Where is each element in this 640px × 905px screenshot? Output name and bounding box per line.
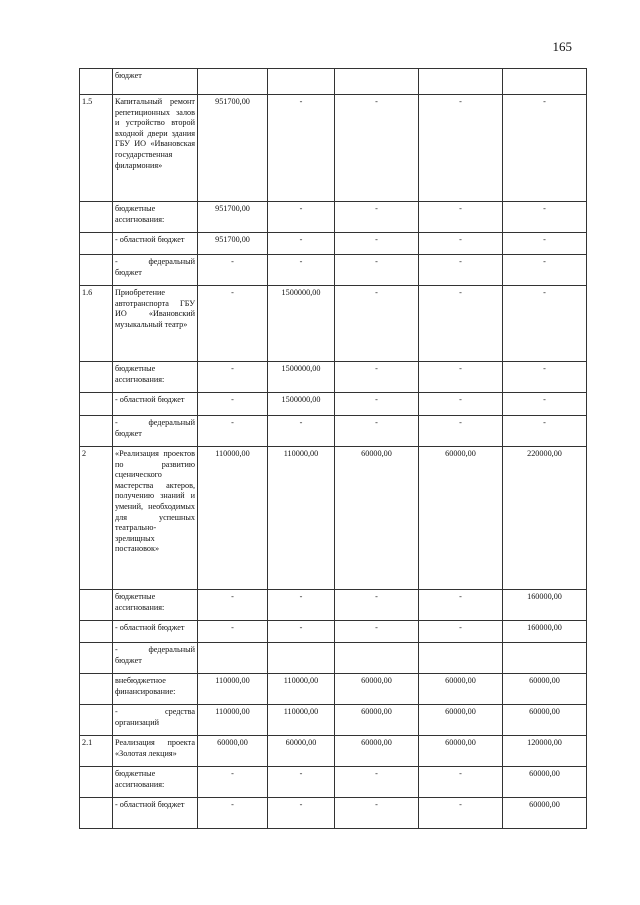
table-row: [80, 798, 587, 829]
cell-value-col-2: -: [268, 798, 335, 829]
cell-value-col-1: -: [198, 362, 268, 393]
cell-item-name: - федеральный бюджет: [113, 416, 198, 447]
cell-value-col-2: -: [268, 767, 335, 798]
cell-value-col-2: [268, 643, 335, 674]
table-row: [80, 286, 587, 362]
table-row: [80, 95, 587, 202]
cell-value-col-5: -: [503, 286, 587, 362]
cell-item-name: - областной бюджет: [113, 393, 198, 416]
table-row: [80, 705, 587, 736]
cell-value-col-1: -: [198, 416, 268, 447]
cell-value-col-2: -: [268, 416, 335, 447]
cell-row-number: [80, 393, 113, 416]
table-row: [80, 447, 587, 590]
cell-value-col-1: 951700,00: [198, 233, 268, 255]
cell-value-col-2: 110000,00: [268, 447, 335, 590]
cell-value-col-3: -: [335, 393, 419, 416]
table-row: [80, 69, 587, 95]
cell-value-col-4: 60000,00: [419, 674, 503, 705]
cell-row-number: 2.1: [80, 736, 113, 767]
cell-row-number: [80, 416, 113, 447]
table-row: [80, 736, 587, 767]
table-row: [80, 233, 587, 255]
table-row: [80, 643, 587, 674]
cell-item-name: бюджетные ассигнования:: [113, 767, 198, 798]
cell-value-col-2: 1500000,00: [268, 286, 335, 362]
cell-item-name: «Реализация проектов по развитию сценического мастерства актеров, получению знаний и умений, необходимых для успешных театрально-зрелищных постановок»: [113, 447, 198, 590]
cell-item-name: - федеральный бюджет: [113, 255, 198, 286]
cell-value-col-2: 1500000,00: [268, 393, 335, 416]
cell-value-col-1: -: [198, 798, 268, 829]
cell-value-col-4: -: [419, 95, 503, 202]
cell-value-col-1: 951700,00: [198, 95, 268, 202]
cell-row-number: 1.5: [80, 95, 113, 202]
table-row: [80, 393, 587, 416]
table-row: [80, 590, 587, 621]
cell-item-name: бюджетные ассигнования:: [113, 202, 198, 233]
cell-value-col-5: 60000,00: [503, 767, 587, 798]
cell-value-col-5: -: [503, 255, 587, 286]
cell-value-col-5: 120000,00: [503, 736, 587, 767]
cell-value-col-3: -: [335, 416, 419, 447]
cell-value-col-2: 60000,00: [268, 736, 335, 767]
cell-value-col-5: [503, 69, 587, 95]
cell-value-col-4: -: [419, 393, 503, 416]
cell-value-col-1: 60000,00: [198, 736, 268, 767]
cell-value-col-1: 110000,00: [198, 705, 268, 736]
cell-value-col-3: -: [335, 95, 419, 202]
cell-value-col-3: 60000,00: [335, 674, 419, 705]
cell-value-col-3: -: [335, 233, 419, 255]
cell-value-col-1: 110000,00: [198, 674, 268, 705]
cell-value-col-3: [335, 69, 419, 95]
cell-item-name: Приобретение автотранспорта ГБУ ИО «Ивановский музыкальный театр»: [113, 286, 198, 362]
cell-value-col-3: -: [335, 255, 419, 286]
cell-value-col-5: -: [503, 233, 587, 255]
cell-row-number: [80, 202, 113, 233]
cell-item-name: внебюджетное финансирование:: [113, 674, 198, 705]
cell-value-col-1: [198, 69, 268, 95]
cell-value-col-2: 110000,00: [268, 674, 335, 705]
cell-value-col-4: -: [419, 286, 503, 362]
cell-value-col-1: -: [198, 393, 268, 416]
table-row: [80, 362, 587, 393]
budget-table: [79, 68, 587, 829]
cell-value-col-4: -: [419, 767, 503, 798]
cell-row-number: 2: [80, 447, 113, 590]
table-row: [80, 255, 587, 286]
cell-value-col-1: 951700,00: [198, 202, 268, 233]
cell-value-col-3: -: [335, 202, 419, 233]
cell-value-col-5: 60000,00: [503, 674, 587, 705]
table-row: [80, 767, 587, 798]
cell-value-col-5: -: [503, 202, 587, 233]
cell-value-col-4: -: [419, 233, 503, 255]
cell-row-number: [80, 643, 113, 674]
cell-value-col-4: -: [419, 416, 503, 447]
cell-row-number: [80, 233, 113, 255]
cell-row-number: [80, 362, 113, 393]
cell-value-col-4: -: [419, 621, 503, 643]
cell-value-col-1: -: [198, 767, 268, 798]
cell-value-col-5: 60000,00: [503, 705, 587, 736]
cell-value-col-5: 220000,00: [503, 447, 587, 590]
cell-value-col-5: -: [503, 95, 587, 202]
cell-row-number: [80, 621, 113, 643]
cell-value-col-5: -: [503, 416, 587, 447]
cell-value-col-4: -: [419, 202, 503, 233]
cell-value-col-4: [419, 643, 503, 674]
cell-value-col-3: [335, 643, 419, 674]
cell-value-col-1: -: [198, 621, 268, 643]
cell-value-col-4: 60000,00: [419, 447, 503, 590]
cell-value-col-3: -: [335, 590, 419, 621]
cell-value-col-3: -: [335, 798, 419, 829]
cell-row-number: [80, 674, 113, 705]
cell-item-name: Реализация проекта «Золотая лекция»: [113, 736, 198, 767]
cell-value-col-1: 110000,00: [198, 447, 268, 590]
cell-value-col-4: [419, 69, 503, 95]
cell-value-col-3: -: [335, 621, 419, 643]
cell-value-col-4: -: [419, 798, 503, 829]
cell-value-col-2: -: [268, 233, 335, 255]
cell-value-col-5: 160000,00: [503, 590, 587, 621]
cell-value-col-2: [268, 69, 335, 95]
cell-value-col-1: [198, 643, 268, 674]
cell-value-col-1: -: [198, 255, 268, 286]
cell-item-name: Капитальный ремонт репетиционных залов и устройство второй входной двери здания ГБУ ИО «Ивановская государственная филармония»: [113, 95, 198, 202]
cell-row-number: [80, 69, 113, 95]
cell-value-col-3: -: [335, 286, 419, 362]
cell-value-col-5: 160000,00: [503, 621, 587, 643]
cell-value-col-4: 60000,00: [419, 705, 503, 736]
cell-value-col-4: -: [419, 362, 503, 393]
cell-value-col-5: 60000,00: [503, 798, 587, 829]
table-row: [80, 621, 587, 643]
cell-value-col-3: 60000,00: [335, 736, 419, 767]
cell-value-col-2: 1500000,00: [268, 362, 335, 393]
cell-value-col-2: 110000,00: [268, 705, 335, 736]
cell-value-col-3: 60000,00: [335, 705, 419, 736]
page-number: 165: [552, 39, 572, 54]
cell-value-col-5: -: [503, 393, 587, 416]
cell-value-col-3: -: [335, 362, 419, 393]
cell-value-col-5: [503, 643, 587, 674]
cell-item-name: бюджет: [113, 69, 198, 95]
cell-row-number: 1.6: [80, 286, 113, 362]
cell-value-col-2: -: [268, 255, 335, 286]
table-row: [80, 416, 587, 447]
cell-value-col-4: -: [419, 590, 503, 621]
cell-row-number: [80, 798, 113, 829]
cell-value-col-2: -: [268, 590, 335, 621]
cell-value-col-2: -: [268, 95, 335, 202]
cell-item-name: бюджетные ассигнования:: [113, 362, 198, 393]
table-row: [80, 202, 587, 233]
cell-item-name: - областной бюджет: [113, 798, 198, 829]
cell-value-col-5: -: [503, 362, 587, 393]
cell-row-number: [80, 705, 113, 736]
cell-item-name: - областной бюджет: [113, 233, 198, 255]
cell-row-number: [80, 590, 113, 621]
cell-row-number: [80, 767, 113, 798]
cell-value-col-3: -: [335, 767, 419, 798]
cell-value-col-2: -: [268, 202, 335, 233]
cell-item-name: - средства организаций: [113, 705, 198, 736]
cell-value-col-4: 60000,00: [419, 736, 503, 767]
cell-item-name: - федеральный бюджет: [113, 643, 198, 674]
cell-value-col-4: -: [419, 255, 503, 286]
cell-row-number: [80, 255, 113, 286]
cell-item-name: - областной бюджет: [113, 621, 198, 643]
cell-value-col-1: -: [198, 590, 268, 621]
cell-value-col-1: -: [198, 286, 268, 362]
table-row: [80, 674, 587, 705]
cell-value-col-3: 60000,00: [335, 447, 419, 590]
cell-item-name: бюджетные ассигнования:: [113, 590, 198, 621]
cell-value-col-2: -: [268, 621, 335, 643]
